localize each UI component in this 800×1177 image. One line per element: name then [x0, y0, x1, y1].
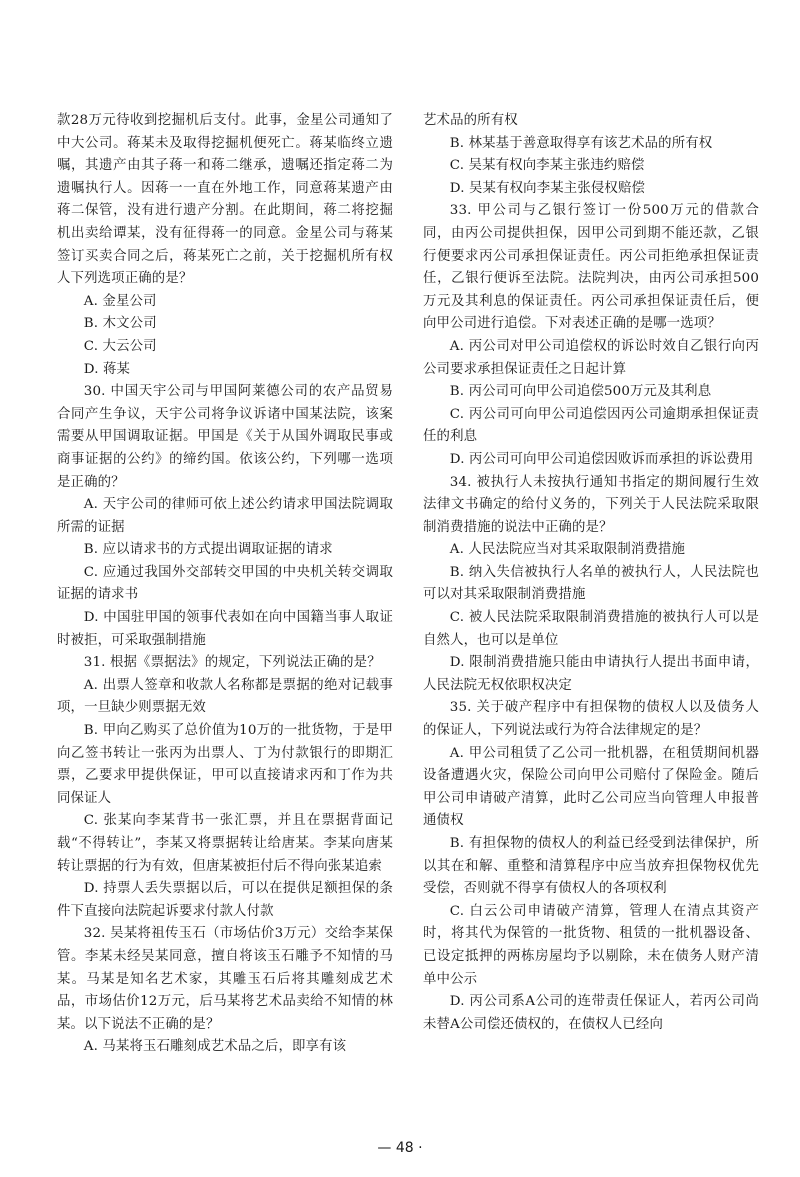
paragraph: B. 丙公司可向甲公司追偿500万元及其利息 [449, 384, 712, 400]
paragraph: C. 被人民法院采取限制消费措施的被执行人可以是自然人，也可以是单位 [423, 610, 759, 648]
paragraph: 35. 关于破产程序中有担保物的债权人以及债务人的保证人，下列说法或行为符合法律规定的是？ [423, 700, 759, 739]
paragraph: A. 马某将玉石雕刻成艺术品之后，即享有该 [83, 1039, 347, 1055]
paragraph: A. 出票人签章和收款人名称都是票据的绝对记载事项，一旦缺少则票据无效 [57, 677, 393, 716]
paragraph: D. 限制消费措施只能由申请执行人提出书面申请，人民法院无权依职权决定 [423, 655, 759, 693]
paragraph: D. 中国驻甲国的领事代表如在向中国籍当事人取证时被拒，可采取强制措施 [57, 610, 393, 648]
paragraph: D. 丙公司系A公司的连带责任保证人，若丙公司尚未替A公司偿还债权的，在债权人已经向 [423, 994, 759, 1032]
paragraph: D. 丙公司可向甲公司追偿因败诉而承担的诉讼费用 [449, 451, 754, 467]
answer-option: B. 木文公司 [83, 316, 157, 332]
paragraph: C. 白云公司申请破产清算，管理人在清点其资产时，将其代为保管的一批货物、租赁的一批机器设备、已设定抵押的两栋房屋均予以剔除，未在债务人财产清单中公示 [423, 903, 759, 987]
paragraph: A. 人民法院应当对其采取限制消费措施 [449, 542, 686, 558]
paragraph: 33. 甲公司与乙银行签订一份500万元的借款合同，由丙公司提供担保，因甲公司到期不能还款，乙银行便要求丙公司承担保证责任。丙公司拒绝承担保证责任，乙银行便诉至法院。法院判决，由丙公司承担500万元及其利息的保证责任。丙公司承担保证责任后，便向甲公司进行追偿。下对表述正确的是哪一选项？ [423, 203, 759, 332]
paragraph: B. 纳入失信被执行人名单的被执行人，人民法院也可以对其采取限制消费措施 [423, 564, 759, 603]
paragraph: D. 持票人丢失票据以后，可以在提供足额担保的条件下直接向法院起诉要求付款人付款 [57, 881, 393, 919]
paragraph: B. 林某基于善意取得享有该艺术品的所有权 [449, 135, 713, 151]
paragraph: 艺术品的所有权 [423, 113, 518, 128]
paragraph: 款28万元待收到挖掘机后支付。此事，金星公司通知了中大公司。蒋某未及取得挖掘机便死亡。蒋某临终立遗嘱，其遗产由其子蒋一和蒋二继承，遗嘱还指定蒋二为遗嘱执行人。因蒋一一直在外地工作，同意蒋某遗产由蒋二保管，没有进行遗产分割。在此期间，蒋二将挖掘机出卖给谭某，没有征得蒋一的同意。金星公司与蒋某签订买卖合同之后，蒋某死亡之前，关于挖掘机所有权人下列选项正确的是？ [57, 113, 393, 287]
paragraph: D. 吴某有权向李某主张侵权赔偿 [449, 180, 646, 196]
paragraph: 32. 吴某将祖传玉石（市场估价3万元）交给李某保管。李某未经吴某同意，擅自将该玉石雕予不知情的马某。马某是知名艺术家，其雕玉石后将其雕刻成艺术品，市场估价12万元，后马某将艺术品卖给不知情的林某。以下说法不正确的是？ [57, 926, 393, 1032]
paragraph: C. 吴某有权向李某主张违约赔偿 [449, 158, 645, 174]
paragraph: C. 应通过我国外交部转交甲国的中央机关转交调取证据的请求书 [57, 564, 393, 603]
paragraph: A. 甲公司租赁了乙公司一批机器，在租赁期间机器设备遭遇火灾，保险公司向甲公司赔付了保险金。随后甲公司申请破产清算，此时乙公司应当向管理人申报普通债权 [423, 745, 759, 829]
paragraph: A. 丙公司对甲公司追偿权的诉讼时效自乙银行向丙公司要求承担保证责任之日起计算 [423, 338, 759, 377]
paragraph: B. 甲向乙购买了总价值为10万的一批货物，于是甲向乙签书转让一张丙为出票人、丁为付款银行的即期汇票，乙要求甲提供保证，甲可以直接请求丙和丁作为共同保证人 [57, 723, 393, 806]
answer-option: D. 蒋某 [83, 361, 131, 377]
paragraph: 34. 被执行人未按执行通知书指定的期间履行生效法律文书确定的给付义务的，下列关于人民法院采取限制消费措施的说法中正确的是？ [423, 474, 759, 535]
paragraph: B. 有担保物的债权人的利益已经受到法律保护，所以其在和解、重整和清算程序中应当放弃担保物权优先受偿，否则就不得享有债权人的各项权利 [423, 836, 759, 897]
page-number: — 48 · [377, 1140, 423, 1156]
answer-option: A. 金星公司 [83, 293, 157, 309]
paragraph: B. 应以请求书的方式提出调取证据的请求 [83, 542, 333, 558]
paragraph: 30. 中国天宇公司与甲国阿莱德公司的农产品贸易合同产生争议，天宇公司将争议诉诸中国某法院，该案需要从甲国调取证据。甲国是《关于从国外调取民事或商事证据的公约》的缔约国。依该公约，下列哪一选项是正确的？ [57, 384, 393, 490]
answer-option: C. 大云公司 [83, 338, 157, 354]
paragraph: 31. 根据《票据法》的规定，下列说法正确的是？ [83, 655, 381, 671]
paragraph: C. 张某向李某背书一张汇票，并且在票据背面记载“不得转让”，李某又将票据转让给唐某。李某向唐某转让票据的行为有效，但唐某被拒付后不得向张某追索 [57, 813, 393, 874]
paragraph: C. 丙公司可向甲公司追偿因丙公司逾期承担保证责任的利息 [423, 406, 759, 445]
paragraph: A. 天宇公司的律师可依上述公约请求甲国法院调取所需的证据 [57, 497, 393, 535]
right-column [423, 110, 759, 1036]
left-column [57, 110, 393, 1059]
